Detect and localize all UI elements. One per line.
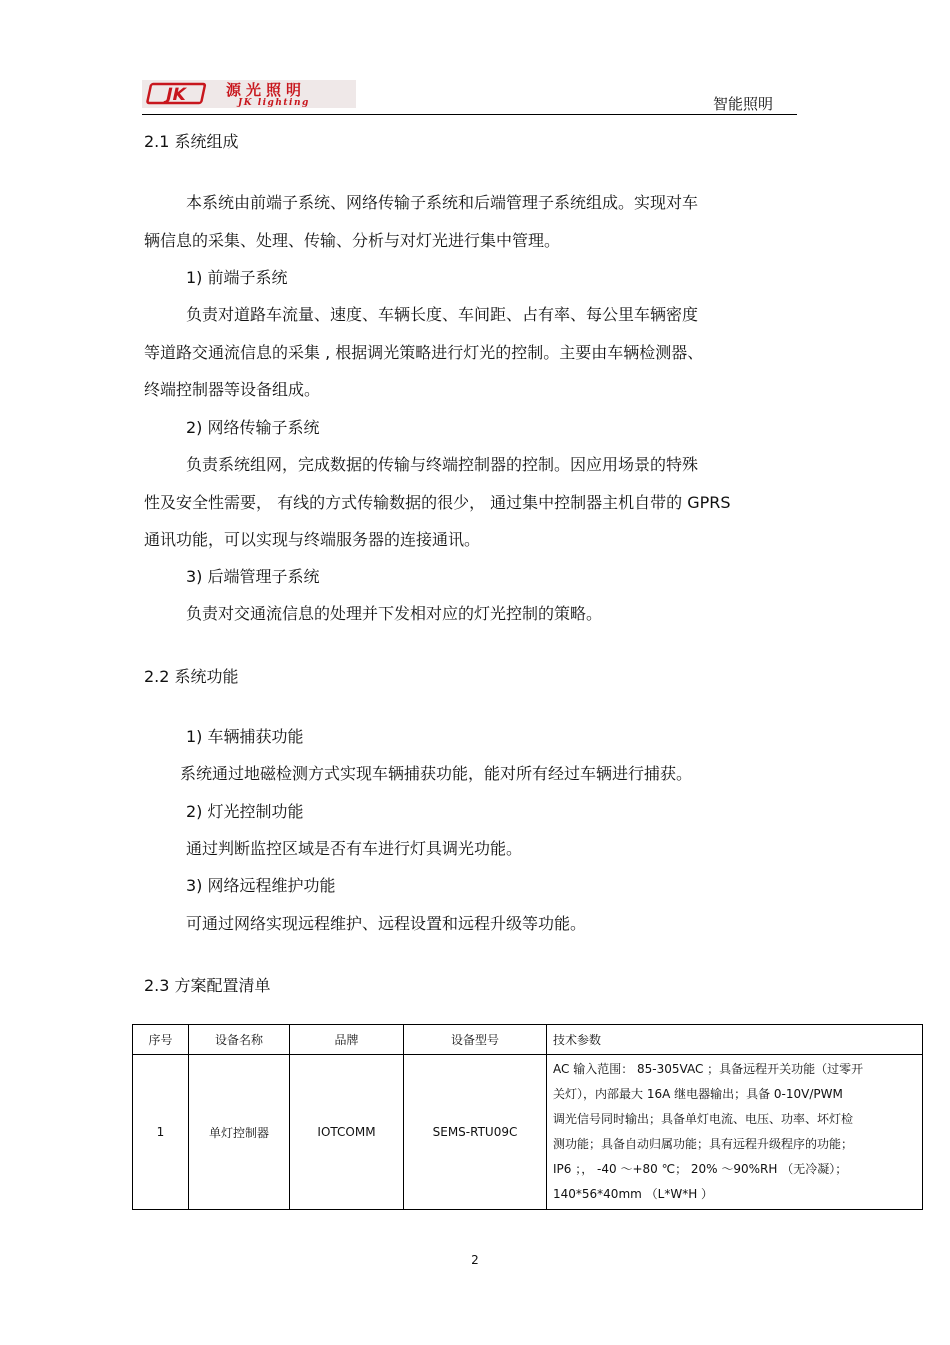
s21-item-1-line-1: 负责对道路车流量、速度、车辆长度、车间距、占有率、每公里车辆密度 bbox=[186, 305, 699, 324]
s21-item-2-heading: 2) 网络传输子系统 bbox=[186, 418, 320, 437]
s22-feature-3-desc: 可通过网络实现远程维护、远程设置和远程升级等功能。 bbox=[186, 914, 587, 933]
cell-name: 单灯控制器 bbox=[189, 1055, 290, 1210]
s22-feature-1-desc: 系统通过地磁检测方式实现车辆捕获功能，能对所有经过车辆进行捕获。 bbox=[180, 764, 693, 783]
param-line-1: AC 输入范围： 85-305VAC ；具备远程开关功能（过零开 bbox=[553, 1062, 864, 1076]
cell-params bbox=[547, 1055, 923, 1210]
s21-item-1-heading: 1) 前端子系统 bbox=[186, 268, 288, 287]
param-line-4: 测功能；具备自动归属功能；具有远程升级程序的功能； bbox=[553, 1137, 854, 1151]
header-divider bbox=[142, 114, 797, 115]
s21-intro-line-1: 本系统由前端子系统、网络传输子系统和后端管理子系统组成。实现对车 bbox=[186, 193, 699, 212]
s22-feature-3-heading: 3) 网络远程维护功能 bbox=[186, 876, 336, 895]
param-line-3: 调光信号同时输出；具备单灯电流、电压、功率、坏灯检 bbox=[553, 1112, 854, 1126]
logo-english: JK lighting bbox=[238, 98, 310, 108]
header-title: 智能照明 bbox=[713, 95, 774, 113]
s21-item-3-heading: 3) 后端管理子系统 bbox=[186, 567, 320, 586]
s22-feature-2-heading: 2) 灯光控制功能 bbox=[186, 802, 304, 821]
table-row bbox=[133, 1055, 923, 1210]
s21-item-1-line-2: 等道路交通流信息的采集 , 根据调光策略进行灯光的控制。主要由车辆检测器、 bbox=[144, 343, 704, 362]
s21-item-3-line-1: 负责对交通流信息的处理并下发相对应的灯光控制的策略。 bbox=[186, 604, 603, 623]
logo-mark: JK bbox=[163, 85, 188, 105]
cell-brand: IOTCOMM bbox=[290, 1055, 404, 1210]
col-header-no: 序号 bbox=[133, 1025, 189, 1055]
param-line-5: IP6 ；， -40 ～+80 ℃； 20% ～90%RH （无冷凝）； bbox=[553, 1162, 848, 1176]
company-logo bbox=[142, 80, 356, 108]
s21-item-1-line-3: 终端控制器等设备组成。 bbox=[144, 380, 321, 399]
col-header-name: 设备名称 bbox=[189, 1025, 290, 1055]
section-2-3-title: 2.3 方案配置清单 bbox=[144, 976, 271, 995]
s22-feature-2-desc: 通过判断监控区域是否有车进行灯具调光功能。 bbox=[186, 839, 523, 858]
col-header-model: 设备型号 bbox=[404, 1025, 547, 1055]
s21-item-2-line-1: 负责系统组网，完成数据的传输与终端控制器的控制。因应用场景的特殊 bbox=[186, 455, 699, 474]
col-header-brand: 品牌 bbox=[290, 1025, 404, 1055]
section-2-2-title: 2.2 系统功能 bbox=[144, 667, 239, 686]
cell-model: SEMS-RTU09C bbox=[404, 1055, 547, 1210]
col-header-params: 技术参数 bbox=[547, 1025, 923, 1055]
param-line-6: 140*56*40mm （L*W*H ） bbox=[553, 1187, 714, 1201]
logo-chinese: 源光照明 bbox=[226, 81, 307, 99]
s22-feature-1-heading: 1) 车辆捕获功能 bbox=[186, 727, 304, 746]
s21-item-2-line-3: 通讯功能，可以实现与终端服务器的连接通讯。 bbox=[144, 530, 481, 549]
cell-no: 1 bbox=[133, 1055, 189, 1210]
s21-item-2-line-2: 性及安全性需要， 有线的方式传输数据的很少， 通过集中控制器主机自带的 GPRS bbox=[144, 493, 731, 512]
page-number: 2 bbox=[471, 1253, 479, 1267]
equipment-table bbox=[132, 1024, 923, 1210]
param-line-2: 关灯），内部最大 16A 继电器输出；具备 0-10V/PWM bbox=[553, 1087, 843, 1101]
section-2-1-title: 2.1 系统组成 bbox=[144, 132, 239, 151]
table-header-row bbox=[133, 1025, 923, 1055]
s21-intro-line-2: 辆信息的采集、处理、传输、分析与对灯光进行集中管理。 bbox=[144, 231, 561, 250]
